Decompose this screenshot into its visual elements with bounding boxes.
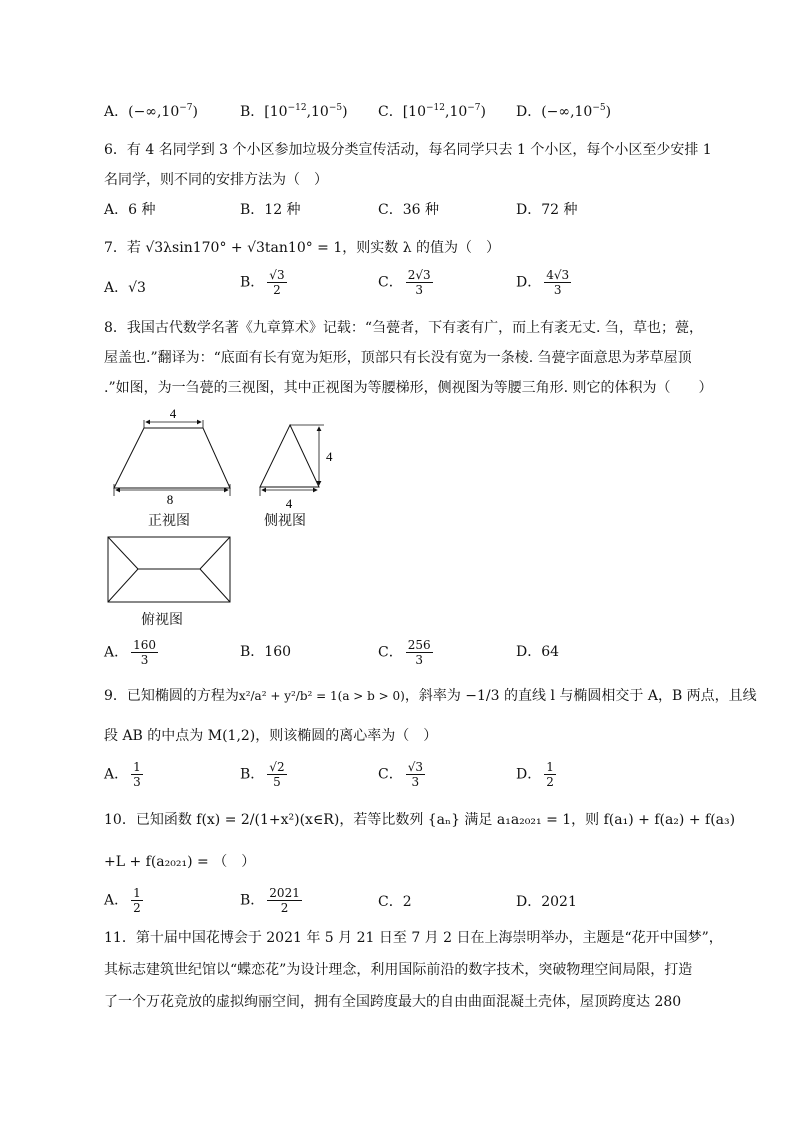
q6-stem-line1: 6．有 4 名同学到 3 个小区参加垃圾分类宣传活动，每名同学只去 1 个小区，每个小区至少安排 1 (104, 142, 712, 158)
q6-option-d: D．72 种 (516, 202, 578, 218)
front-bottom-label: 8 (166, 492, 174, 507)
q5-option-b: B．$[10^{-12},10^{-5})$ (240, 103, 348, 120)
q7-stem: 7．若 √3λsin170° + √3tan10° = 1，则实数 λ 的值为（ ） (104, 240, 501, 256)
q9-option-b: B． $\frac{√2}{5}$ (240, 760, 285, 789)
q11-stem-line2: 其标志建筑世纪馆以“蝶恋花”为设计理念，利用国际前沿的数字技术，突破物理空间局限，打造 (104, 962, 693, 978)
q8-stem-line3: .”如图，为一刍甍的三视图，其中正视图为等腰梯形，侧视图为等腰三角形. 则它的体积为（ ） (104, 380, 713, 396)
q11-stem-line3: 了一个万花竞放的虚拟绚丽空间，拥有全国跨度最大的自由曲面混凝土壳体，屋顶跨度达 280 (104, 994, 682, 1010)
q9-stem-line2: 段 AB 的中点为 M(1,2)，则该椭圆的离心率为（ ） (104, 728, 438, 744)
q6-option-a: A．6 种 (104, 202, 156, 218)
side-bottom-label: 4 (285, 496, 293, 511)
top-view-caption: 俯视图 (141, 612, 183, 628)
q10-option-b: B． $\frac{2021}{2}$ (240, 886, 300, 915)
side-view (260, 425, 333, 511)
q7-option-c: C． $\frac{2√3}{3}$ (378, 268, 431, 297)
q8-stem-line2: 屋盖也.”翻译为：“底面有长有宽为矩形，顶部只有长没有宽为一条棱. 刍甍字面意思为茅草屋顶 (104, 350, 692, 366)
q6-option-b: B．12 种 (240, 202, 301, 218)
q10-stem-line2: +L + f(a₂₀₂₁) = （ ） (104, 854, 256, 870)
q8-stem-line1: 8．我国古代数学名著《九章算术》记载：“刍甍者，下有袤有广，而上有袤无丈. 刍，草也；甍， (104, 320, 703, 336)
q9-stem-line1: 9．已知椭圆的方程为x²/a² + y²/b² = 1(a > b > 0)，斜率为 −1/3 的直线 l 与椭圆相交于 A，B 两点，且线 (104, 688, 757, 704)
front-top-label: 4 (169, 406, 177, 421)
q6-stem-line2: 名同学，则不同的安排方法为（ ） (104, 172, 328, 188)
q10-stem-line1: 10．已知函数 f(x) = 2/(1+x²)(x∈R)，若等比数列 {aₙ} 满足 a₁a₂₀₂₁ = 1，则 f(a₁) + f(a₂) + f(a₃) (104, 812, 736, 828)
q10-option-d: D．2021 (516, 894, 577, 910)
q9-option-a: A． $\frac{1}{3}$ (104, 760, 141, 789)
q9-option-d: D． $\frac{1}{2}$ (516, 760, 554, 789)
q9-option-c: C． $\frac{√3}{3}$ (378, 760, 423, 789)
q8-option-a: A． $\frac{160}{3}$ (104, 638, 157, 667)
front-view-caption: 正视图 (148, 513, 190, 529)
q7-option-a: A．√3 (104, 280, 146, 296)
q6-option-c: C．36 种 (378, 202, 439, 218)
side-view-caption: 侧视图 (264, 513, 306, 529)
q7-option-b: B． $\frac{√3}{2}$ (240, 268, 285, 297)
q8-option-d: D．64 (516, 644, 560, 660)
q8-option-c: C． $\frac{256}{3}$ (378, 638, 431, 667)
q5-option-a: A．$(-\infty,10^{-7})$ (104, 103, 198, 120)
q10-option-c: C．2 (378, 894, 412, 910)
q8-option-b: B．160 (240, 644, 292, 660)
side-height-label: 4 (326, 449, 333, 464)
q10-option-a: A． $\frac{1}{2}$ (104, 886, 141, 915)
q7-option-d: D． $\frac{4√3}{3}$ (516, 268, 570, 297)
top-view (108, 537, 230, 602)
q5-option-c: C．$[10^{-12},10^{-7})$ (378, 103, 487, 120)
front-view (114, 406, 230, 507)
q5-option-d: D．$(-\infty,10^{-5})$ (516, 103, 612, 120)
q11-stem-line1: 11．第十届中国花博会于 2021 年 5 月 21 日至 7 月 2 日在上海崇明举办，主题是“花开中国梦”， (104, 930, 723, 946)
